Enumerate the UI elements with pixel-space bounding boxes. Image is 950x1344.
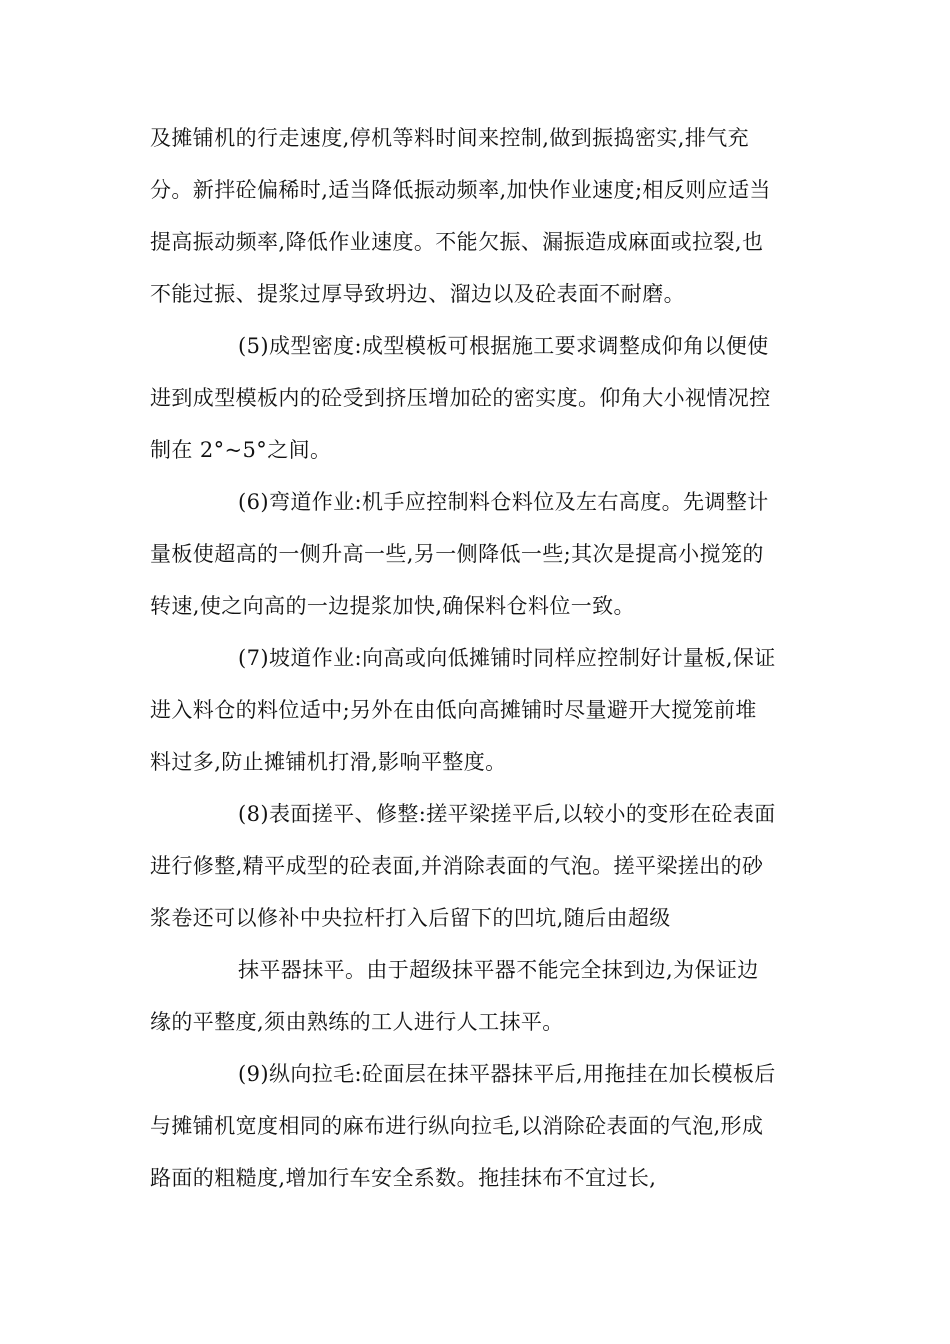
text-line: 分。新拌砼偏稀时,适当降低振动频率,加快作业速度;相反则应适当 xyxy=(150,178,771,202)
text-line: 路面的粗糙度,增加行车安全系数。拖挂抹布不宜过长, xyxy=(150,1166,657,1190)
text-line: 转速,使之向高的一边提浆加快,确保料仓料位一致。 xyxy=(150,594,635,618)
text-line: 制在 2°~5°之间。 xyxy=(150,438,332,462)
paragraph-start-line: (7)坡道作业:向高或向低摊铺时同样应控制好计量板,保证 xyxy=(238,646,776,670)
paragraph-start-line: 抹平器抹平。由于超级抹平器不能完全抹到边,为保证边 xyxy=(238,958,759,982)
text-line: 不能过振、提浆过厚导致坍边、溜边以及砼表面不耐磨。 xyxy=(150,282,685,306)
text-line: 缘的平整度,须由熟练的工人进行人工抹平。 xyxy=(150,1010,564,1034)
text-line: 进到成型模板内的砼受到挤压增加砼的密实度。仰角大小视情况控 xyxy=(150,386,771,410)
text-line: 与摊铺机宽度相同的麻布进行纵向拉毛,以消除砼表面的气泡,形成 xyxy=(150,1114,764,1138)
text-line: 进入料仓的料位适中;另外在由低向高摊铺时尽量避开大搅笼前堆 xyxy=(150,698,757,722)
text-line: 浆卷还可以修补中央拉杆打入后留下的凹坑,随后由超级 xyxy=(150,906,671,930)
paragraph-start-line: (5)成型密度:成型模板可根据施工要求调整成仰角以便使 xyxy=(238,334,769,358)
text-line: 提高振动频率,降低作业速度。不能欠振、漏振造成麻面或拉裂,也 xyxy=(150,230,764,254)
text-line: 料过多,防止摊铺机打滑,影响平整度。 xyxy=(150,750,507,774)
text-line: 及摊铺机的行走速度,停机等料时间来控制,做到振捣密实,排气充 xyxy=(150,126,750,150)
paragraph-start-line: (6)弯道作业:机手应控制料仓料位及左右高度。先调整计 xyxy=(238,490,769,514)
paragraph-start-line: (9)纵向拉毛:砼面层在抹平器抹平后,用拖挂在加长模板后 xyxy=(238,1062,776,1086)
text-line: 量板使超高的一侧升高一些,另一侧降低一些;其次是提高小搅笼的 xyxy=(150,542,764,566)
text-line: 进行修整,精平成型的砼表面,并消除表面的气泡。搓平梁搓出的砂 xyxy=(150,854,764,878)
paragraph-start-line: (8)表面搓平、修整:搓平梁搓平后,以较小的变形在砼表面 xyxy=(238,802,776,826)
